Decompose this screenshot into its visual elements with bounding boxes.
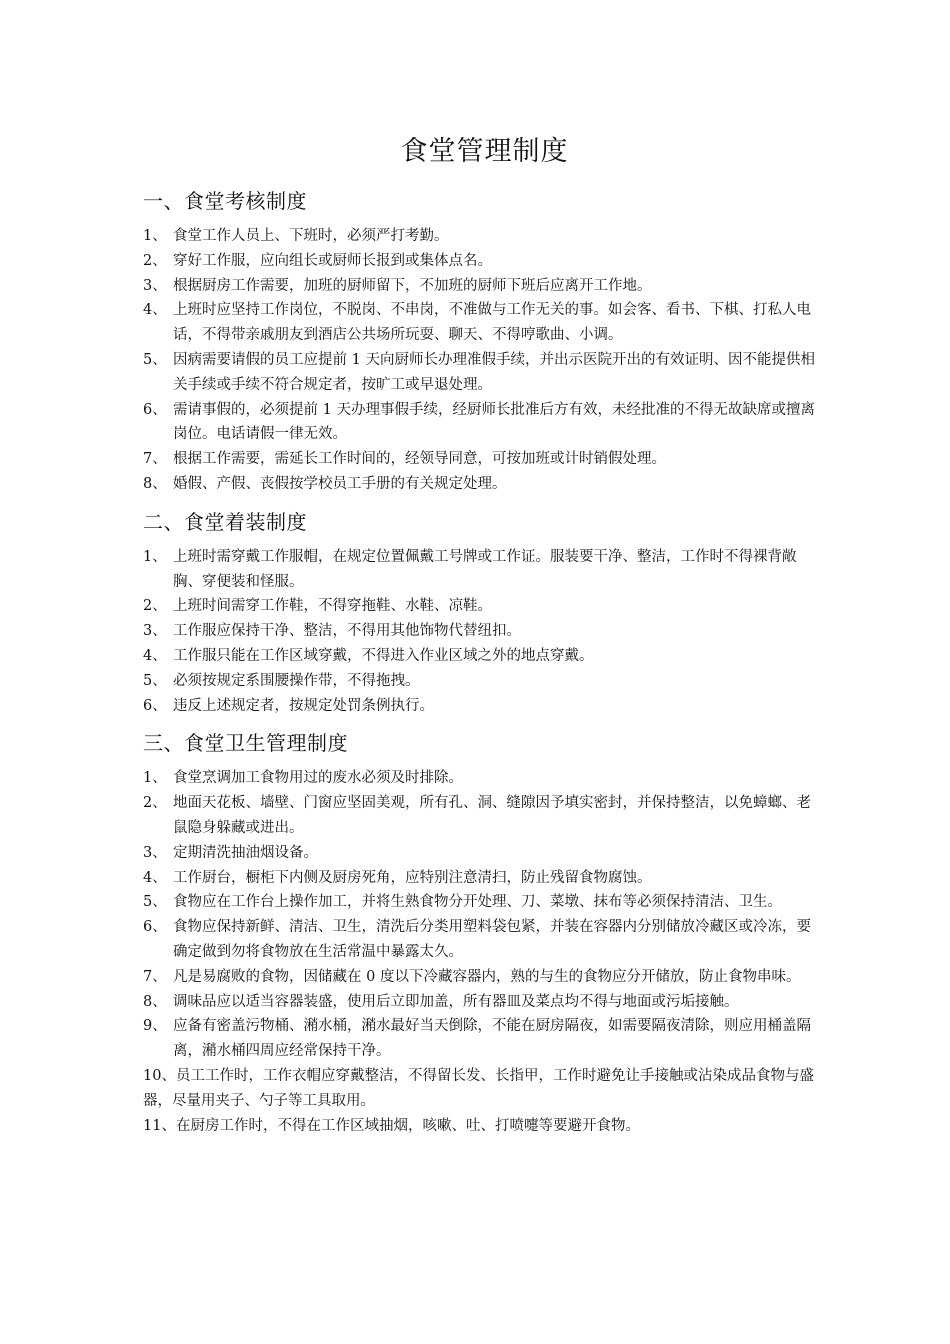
list-item: [143, 766, 822, 791]
item-text: 食物应保持新鲜、清洁、卫生，清洗后分类用塑料袋包紧，并装在容器内分别储放冷藏区或冷冻，要确定做到勿将食物放在生活常温中暴露太久。: [173, 919, 811, 960]
list-item: [143, 224, 822, 249]
section-heading: 一、食堂考核制度: [143, 189, 307, 213]
section-heading: 二、食堂着装制度: [143, 509, 307, 534]
list-item: [143, 348, 822, 398]
item-number: 4、: [143, 647, 167, 664]
item-text: 在厨房工作时，不得在工作区域抽烟，咳嗽、吐、打喷嚏等要避开食物。: [175, 1117, 640, 1134]
item-number: 3、: [143, 623, 167, 640]
item-number: 7、: [143, 451, 167, 468]
item-number: 4、: [143, 869, 167, 886]
item-text: 食物应在工作台上操作加工，并将生熟食物分开处理、刀、菜墩、抹布等必须保持清洁、卫生。: [173, 894, 782, 911]
item-number: 8、: [143, 475, 167, 492]
item-text: 食堂烹调加工食物用过的废水必须及时排除。: [173, 770, 463, 787]
item-number: 2、: [143, 795, 167, 812]
item-text: 需请事假的，必须提前 1 天办理事假手续，经厨师长批准后方有效，未经批准的不得无故缺席或擅离岗位。电话请假一律无效。: [173, 401, 815, 443]
item-number: 6、: [143, 401, 167, 418]
list-item: [143, 249, 822, 274]
item-number: 6、: [143, 697, 167, 714]
item-number: 2、: [143, 598, 167, 615]
item-text: 上班时需穿戴工作服帽，在规定位置佩戴工号牌或工作证。服装要干净、整洁，工作时不得裸背敞胸、穿便装和怪服。: [173, 548, 797, 590]
item-number: 6、: [143, 919, 167, 936]
list-item: [143, 866, 822, 891]
list-item: [143, 594, 822, 619]
item-number: 5、: [143, 672, 167, 689]
item-text: 根据厨房工作需要，加班的厨师留下，不加班的厨师下班后应离开工作地。: [173, 277, 652, 294]
item-number: 10、: [143, 1067, 176, 1084]
item-text: 调味品应以适当容器装盛，使用后立即加盖，所有器皿及菜点均不得与地面或污垢接触。: [173, 993, 739, 1010]
list-item: [143, 841, 822, 866]
list-item: [143, 545, 822, 595]
document-title: 食堂管理制度: [400, 136, 569, 167]
item-text: 员工工作时，工作衣帽应穿戴整洁，不得留长发、长指甲，工作时避免让手接触或沾染成品食物与盛器，尽量用夹子、勺子等工具取用。: [143, 1067, 814, 1109]
rule-list: [143, 224, 822, 497]
list-item: [143, 1114, 822, 1139]
item-number: 11、: [143, 1117, 176, 1134]
item-number: 8、: [143, 993, 167, 1010]
list-item: [143, 644, 822, 669]
list-item: [143, 1064, 822, 1114]
item-number: 1、: [143, 548, 167, 565]
item-number: 2、: [143, 252, 167, 269]
section-hygiene: [143, 728, 822, 1138]
section-heading: 三、食堂卫生管理制度: [143, 731, 348, 756]
item-number: 5、: [143, 351, 167, 368]
item-text: 凡是易腐败的食物，因储藏在 0 度以下冷藏容器内，熟的与生的食物应分开储放，防止食物串味。: [173, 968, 801, 985]
list-item: [143, 298, 822, 348]
list-item: [143, 890, 822, 915]
list-item: [143, 1014, 822, 1064]
item-text: 食堂工作人员上、下班时，必须严打考勤。: [173, 228, 449, 244]
item-text: 工作服应保持干净、整洁，不得用其他饰物代替纽扣。: [173, 623, 521, 640]
item-text: 因病需要请假的员工应提前 1 天向厨师长办理准假手续，并出示医院开出的有效证明、因不能提供相关手续或手续不符合规定者，按旷工或早退处理。: [173, 351, 815, 393]
item-text: 应备有密盖污物桶、潲水桶，潲水最好当天倒除，不能在厨房隔夜，如需要隔夜清除，则应用桶盖隔离，潲水桶四周应经常保持干净。: [173, 1018, 811, 1060]
item-text: 上班时应坚持工作岗位，不脱岗、不串岗，不准做与工作无关的事。如会客、看书、下棋、打私人电话，不得带亲戚朋友到酒店公共场所玩耍、聊天、不得哼歌曲、小调。: [173, 302, 811, 344]
item-text: 工作服只能在工作区域穿戴，不得进入作业区域之外的地点穿戴。: [173, 647, 594, 664]
section-dress-code: [143, 507, 822, 719]
item-text: 定期清洗抽油烟设备。: [173, 844, 318, 861]
item-text: 违反上述规定者，按规定处罚条例执行。: [173, 697, 434, 714]
list-item: [143, 965, 822, 990]
list-item: [143, 472, 822, 497]
item-text: 穿好工作服，应向组长或厨师长报到或集体点名。: [173, 252, 492, 269]
item-number: 7、: [143, 968, 167, 985]
item-number: 3、: [143, 277, 167, 294]
list-item: [143, 694, 822, 719]
item-text: 工作厨台，橱柜下内侧及厨房死角，应特别注意清扫，防止残留食物腐蚀。: [173, 869, 652, 886]
list-item: [143, 990, 822, 1015]
section-attendance: [143, 186, 822, 497]
list-item: [143, 447, 822, 472]
item-number: 5、: [143, 894, 167, 911]
list-item: [143, 398, 822, 448]
list-item: [143, 274, 822, 299]
item-number: 1、: [143, 228, 167, 244]
item-text: 必须按规定系围腰操作带，不得拖拽。: [173, 672, 420, 689]
item-number: 4、: [143, 302, 167, 319]
item-text: 婚假、产假、丧假按学校员工手册的有关规定处理。: [173, 475, 507, 492]
list-item: [143, 791, 822, 841]
item-text: 地面天花板、墙壁、门窗应坚固美观，所有孔、洞、缝隙因予填实密封，并保持整洁，以免蟑螂、老鼠隐身躲藏或进出。: [173, 795, 811, 836]
rule-list: [143, 545, 822, 719]
item-number: 9、: [143, 1018, 167, 1035]
item-number: 1、: [143, 770, 167, 787]
rule-list: [143, 766, 822, 1138]
item-text: 上班时间需穿工作鞋，不得穿拖鞋、水鞋、凉鞋。: [173, 598, 492, 615]
item-text: 根据工作需要，需延长工作时间的，经领导同意，可按加班或计时销假处理。: [173, 451, 666, 468]
list-item: [143, 669, 822, 694]
list-item: [143, 619, 822, 644]
list-item: [143, 915, 822, 965]
item-number: 3、: [143, 844, 167, 861]
